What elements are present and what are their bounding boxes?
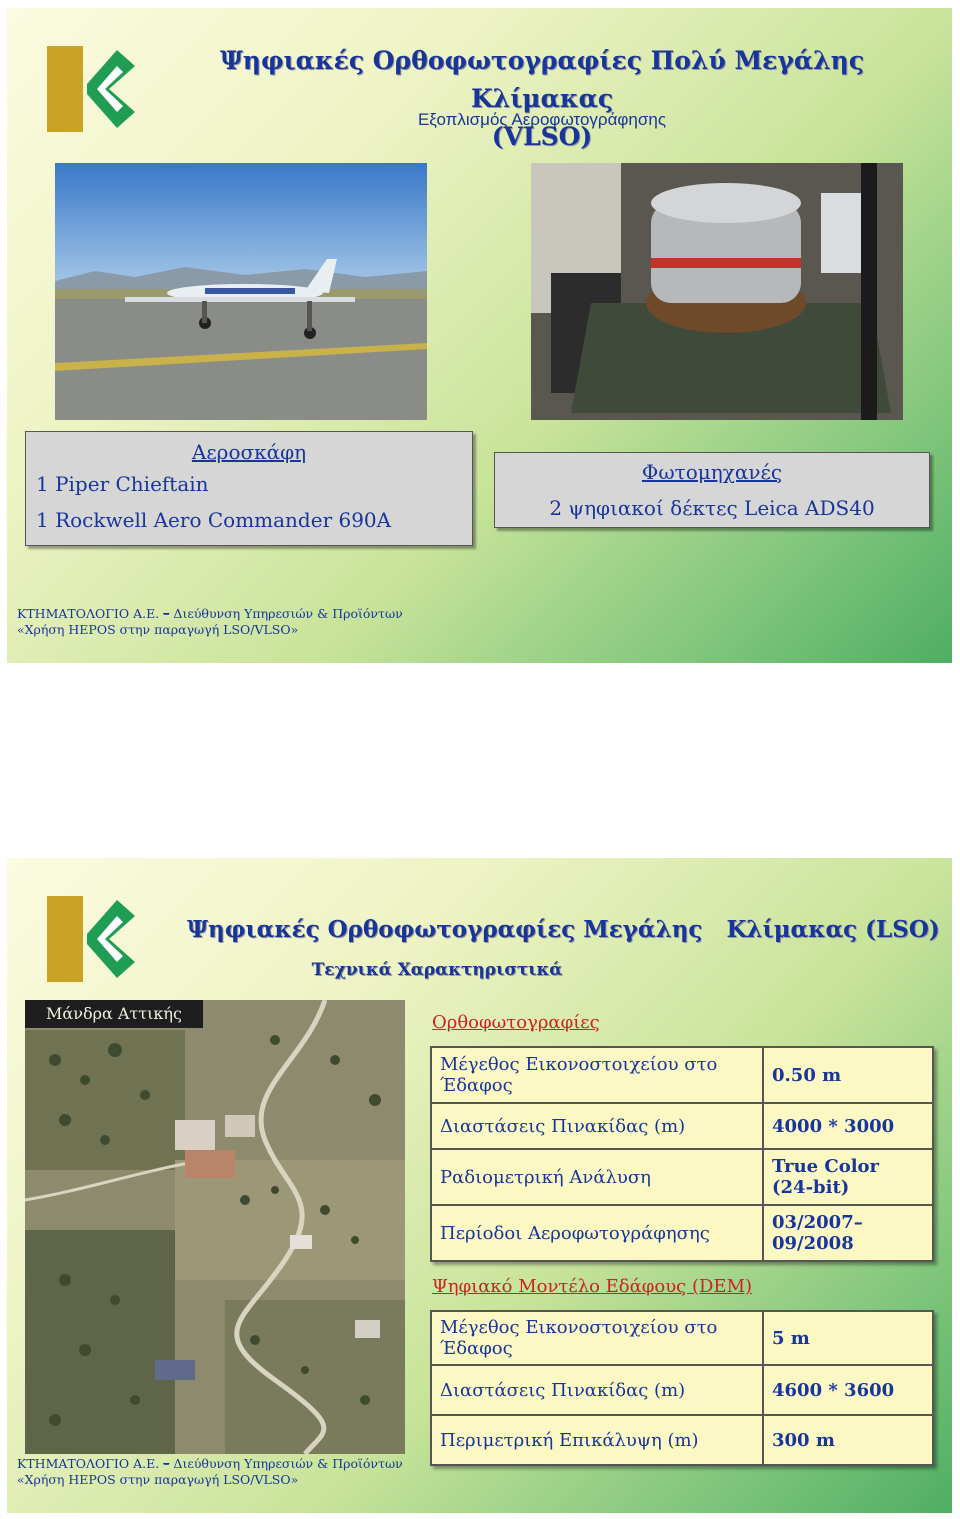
dem-specs-table <box>430 1310 934 1466</box>
spec-label: Μέγεθος Εικονοστοιχείου στο Έδαφος <box>431 1311 763 1365</box>
spec-value: True Color (24-bit) <box>763 1149 933 1205</box>
footer-org: ΚΤΗΜΑΤΟΛΟΓΙΟ Α.Ε. <box>17 606 160 621</box>
table-row <box>431 1205 933 1261</box>
footer-org: ΚΤΗΜΑΤΟΛΟΓΙΟ Α.Ε. <box>17 1456 160 1471</box>
table-row <box>431 1149 933 1205</box>
table-row <box>431 1103 933 1149</box>
camera-info-box <box>494 452 930 528</box>
spec-value: 5 m <box>763 1311 933 1365</box>
slide-footer <box>17 1456 403 1488</box>
camera-item: 2 ψηφιακοί δέκτες Leica ADS40 <box>549 496 875 520</box>
aircraft-item: 1 Rockwell Aero Commander 690A <box>36 508 392 532</box>
page-title: Ψηφιακές Ορθοφωτογραφίες Πολύ Μεγάλης Κλίμακας (VLSO) <box>219 46 865 151</box>
ktimatologio-logo <box>47 46 139 132</box>
aircraft-heading: Αεροσκάφη <box>191 440 307 464</box>
spec-value: 300 m <box>763 1415 933 1465</box>
page-subtitle: Εξοπλισμός Αεροφωτογράφησης <box>417 110 667 129</box>
spec-label: Περιμετρική Επικάλυψη (m) <box>431 1415 763 1465</box>
aircraft-item: 1 Piper Chieftain <box>36 472 209 496</box>
spec-label: Ραδιομετρική Ανάλυση <box>431 1149 763 1205</box>
aircraft-info-box <box>25 431 473 546</box>
location-label: Μάνδρα Αττικής <box>25 1000 203 1028</box>
page-subtitle: Τεχνικά Χαρακτηριστικά <box>311 960 563 980</box>
camera-heading: Φωτομηχανές <box>641 460 783 484</box>
footer-dash: – <box>163 1456 170 1471</box>
footer-project: «Χρήση HEPOS στην παραγωγή LSO/VLSO» <box>17 1472 299 1487</box>
slide-vlso-equipment <box>7 8 952 663</box>
aerial-orthophoto <box>25 1000 405 1454</box>
ktimatologio-logo <box>47 896 139 982</box>
spec-value: 4600 * 3600 <box>763 1365 933 1415</box>
footer-dash: – <box>163 606 170 621</box>
spec-value: 4000 * 3000 <box>763 1103 933 1149</box>
spec-label: Διαστάσεις Πινακίδας (m) <box>431 1103 763 1149</box>
spec-value: 0.50 m <box>763 1047 933 1103</box>
spec-label: Περίοδοι Αεροφωτογράφησης <box>431 1205 763 1261</box>
spec-label: Διαστάσεις Πινακίδας (m) <box>431 1365 763 1415</box>
dem-heading: Ψηφιακό Μοντέλο Εδάφους (DEM) <box>432 1276 753 1297</box>
footer-dept: Διεύθυνση Υπηρεσιών & Προϊόντων <box>173 606 403 621</box>
page-title: Ψηφιακές Ορθοφωτογραφίες Μεγάλης Κλίμακας (LSO) <box>187 916 940 943</box>
slide-lso-specs <box>7 858 952 1513</box>
orthophotos-heading: Ορθοφωτογραφίες <box>432 1012 600 1033</box>
footer-project: «Χρήση HEPOS στην παραγωγή LSO/VLSO» <box>17 622 299 637</box>
camera-photo <box>531 163 903 420</box>
spec-label: Μέγεθος Εικονοστοιχείου στο Έδαφος <box>431 1047 763 1103</box>
footer-dept: Διεύθυνση Υπηρεσιών & Προϊόντων <box>173 1456 403 1471</box>
table-row <box>431 1047 933 1103</box>
table-row <box>431 1365 933 1415</box>
table-row <box>431 1311 933 1365</box>
slide-footer <box>17 606 403 638</box>
spec-value: 03/2007–09/2008 <box>763 1205 933 1261</box>
table-row <box>431 1415 933 1465</box>
orthophotos-specs-table <box>430 1046 934 1262</box>
aircraft-photo <box>55 163 427 420</box>
